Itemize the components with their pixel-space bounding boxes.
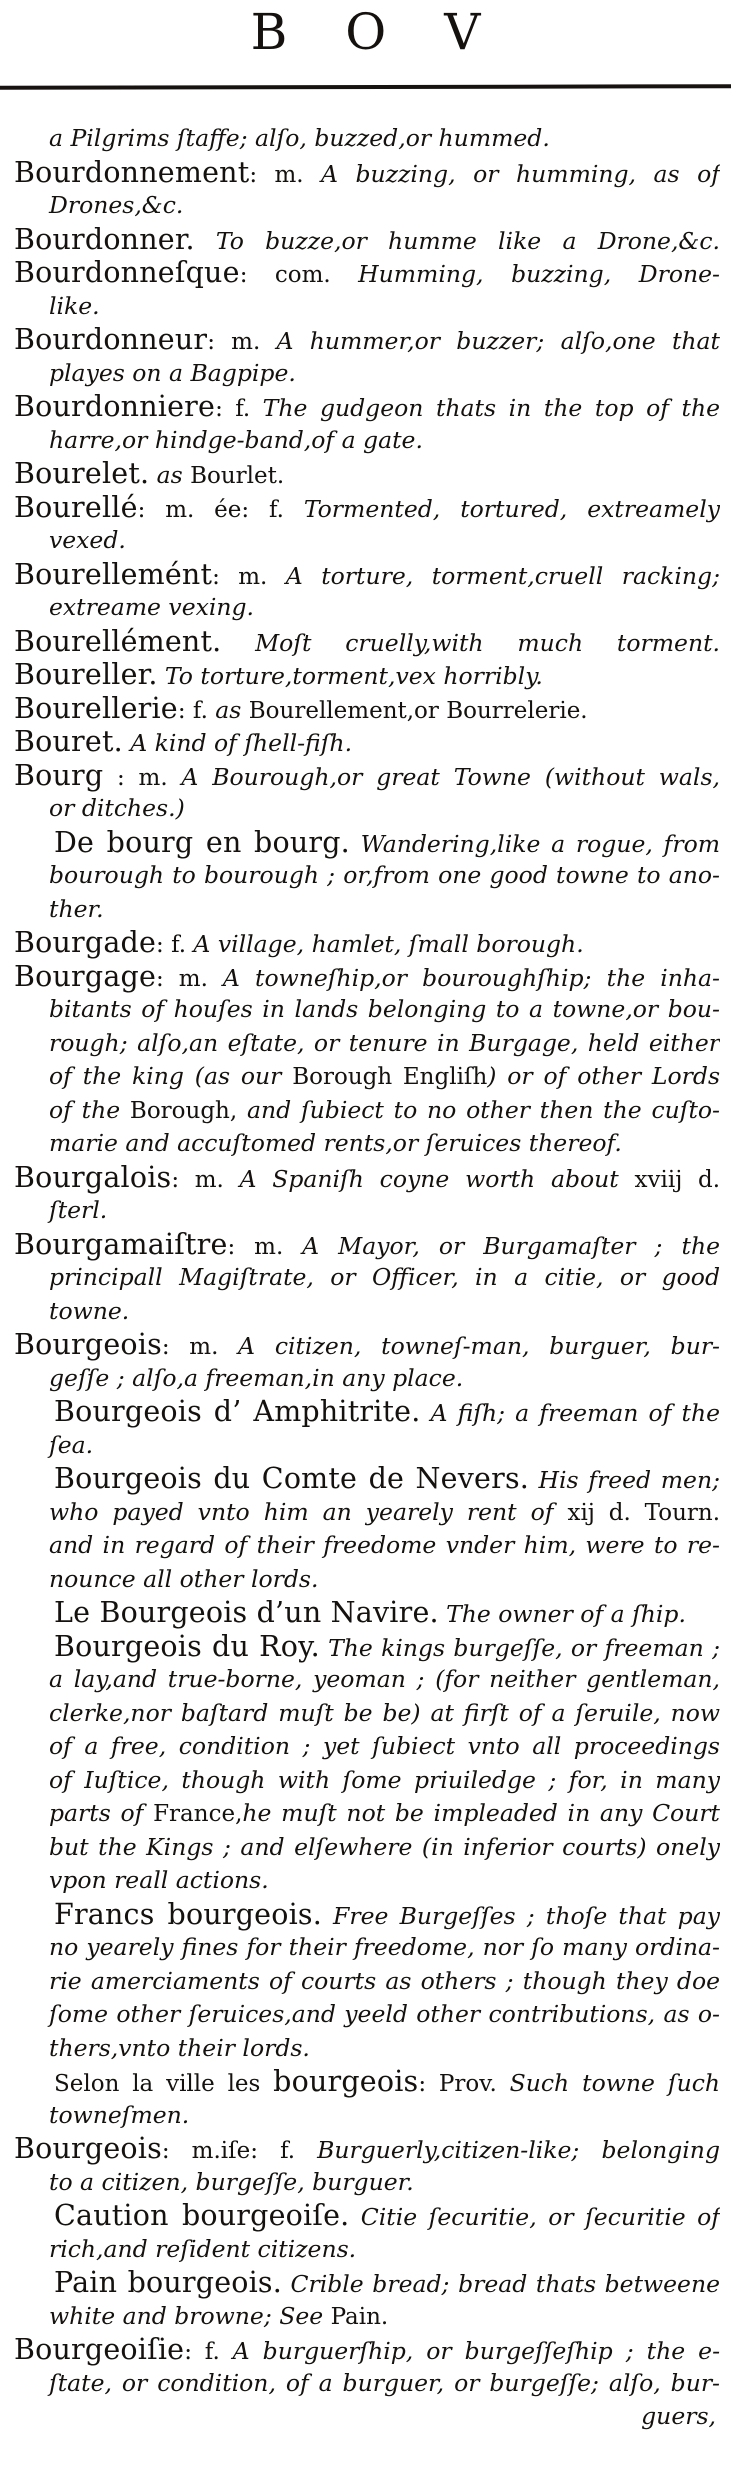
text-line — [0, 1496, 720, 1530]
roman-text: Borough Engliſh — [292, 1064, 488, 1090]
text-line — [0, 1261, 720, 1295]
text-line — [0, 2199, 720, 2233]
definition-text: vpon reall actions. — [49, 1866, 269, 1894]
definition-text: Wandering,like a rogue, from — [360, 829, 720, 858]
definition-text: To buzze,or humme like a Drone,&c. — [215, 226, 720, 255]
definition-text: ſtate, or condition, of a burguer, or burgeſſe; alſo, bur- — [49, 2368, 720, 2397]
text-line — [0, 189, 720, 223]
text-line — [0, 2099, 720, 2133]
headword: Le Bourgeois d’un Navire. — [54, 1596, 439, 1629]
headword: Bourgeois du Comte de Nevers. — [54, 1462, 530, 1495]
roman-text: : m. — [249, 161, 321, 188]
definition-text: The gudgeon thats in the top of the — [262, 394, 720, 422]
definition-text: geſſe ; alſo,a freeman,in any place. — [49, 1363, 464, 1392]
text-line — [0, 692, 720, 726]
roman-text — [149, 463, 156, 489]
text-line — [0, 2233, 720, 2267]
text-line — [0, 725, 720, 759]
text-line — [0, 792, 720, 826]
text-line — [0, 1529, 720, 1563]
text-line — [0, 223, 720, 257]
text-line — [0, 826, 720, 860]
definition-text: and ſubiect to no other then the cuſto- — [237, 1095, 720, 1124]
headword: Bourgalois — [14, 1160, 172, 1194]
headword: Francs bourgeois. — [54, 1897, 322, 1931]
text-line — [0, 1965, 720, 1999]
text-line — [0, 1797, 720, 1831]
definition-text: The owner of a ſhip. — [446, 1600, 686, 1628]
headword: Boureller. — [14, 658, 158, 691]
definition-text: marie and accuſtomed rents,or ſeruices thereof. — [49, 1129, 622, 1157]
definition-text: A burguerſhip, or burgeſſeſhip ; the e- — [232, 2337, 720, 2365]
text-line — [0, 1027, 720, 1061]
text-line — [0, 524, 720, 558]
headword: Bourgeois d’ Amphitrite. — [54, 1395, 421, 1428]
headword: Bourellemént — [14, 557, 213, 591]
headword: Bourdonnement — [14, 155, 250, 189]
definition-text: thers,vnto their lords. — [49, 2033, 310, 2062]
text-line — [0, 1730, 720, 1764]
text-line — [0, 390, 720, 424]
roman-text: : m. — [161, 1334, 239, 1360]
text-line — [0, 1328, 720, 1362]
definition-text: but the Kings ; and elſewhere (in inferior courts) onely — [49, 1832, 720, 1861]
text-line — [0, 1228, 720, 1262]
page-body — [0, 122, 720, 2434]
definition-text: harre,or hindge-band,of a gate. — [49, 425, 423, 454]
text-line — [0, 122, 720, 156]
roman-text: Selon la ville les — [54, 2071, 274, 2097]
roman-text: : m.iſe: f. — [161, 2138, 318, 2164]
headword: Bourdonneſque — [14, 256, 240, 289]
definition-text: rough; alſo,an eſtate, or tenure in Burgage, held either — [49, 1028, 720, 1057]
definition-text: His freed men; — [538, 1466, 720, 1494]
definition-text: A Mayor, or Burgamaſter ; the — [302, 1231, 720, 1260]
definition-text: A fiſh; a freeman of the — [430, 1399, 720, 1427]
definition-text: Burguerly,citizen-like; belonging — [317, 2136, 720, 2164]
definition-text: a lay,and true-borne, yeoman ; (for neither gentleman, — [49, 1665, 720, 1693]
roman-text — [349, 2205, 360, 2231]
headword: Bourellerie — [14, 691, 178, 725]
headword: Bourdonneur — [14, 323, 208, 356]
definition-text: rich,and reſident citizens. — [49, 2234, 357, 2263]
text-line — [0, 1462, 720, 1496]
headword: De bourg en bourg. — [54, 825, 350, 859]
text-line — [0, 993, 720, 1027]
text-line — [0, 491, 720, 525]
text-line — [0, 457, 720, 491]
text-line — [0, 2266, 720, 2300]
definition-text: A village, hamlet, ſmall borough. — [193, 930, 584, 958]
definition-text: guers, — [641, 2402, 716, 2430]
definition-text: To torture,torment,vex horribly. — [164, 662, 543, 690]
definition-text: A buzzing, or humming, as of — [320, 159, 720, 188]
roman-text: : f. — [156, 932, 194, 958]
text-line — [0, 1295, 720, 1329]
divider-rule — [0, 84, 731, 90]
roman-text: : f. — [184, 2339, 233, 2365]
text-line — [0, 658, 720, 692]
definition-text: Moſt cruelly,with much torment. — [255, 628, 720, 657]
definition-text: Citie ſecuritie, or ſecuritie of — [360, 2203, 720, 2231]
roman-text — [350, 832, 361, 858]
roman-text: : f. — [177, 697, 216, 724]
definition-text: ſea. — [49, 1430, 94, 1459]
definition-text: bourough to bourough ; or,from one good towne to ano- — [49, 861, 720, 889]
definition-text: as — [215, 695, 249, 724]
definition-text: ) or of other Lords — [487, 1062, 720, 1090]
definition-text: ther. — [49, 894, 104, 923]
definition-text: and in regard of their freedome vnder him, were to re- — [49, 1531, 720, 1559]
definition-text: extreame vexing. — [49, 593, 255, 621]
definition-text: parts of — [49, 1799, 154, 1827]
definition-text: rie amerciaments of courts as others ; though they doe — [49, 1966, 720, 1995]
headword: Bourellément. — [14, 624, 222, 658]
text-line — [0, 2032, 720, 2066]
headword: Bourgage — [14, 959, 157, 993]
text-line — [0, 323, 720, 357]
headword: Bourelet. — [14, 457, 150, 490]
roman-text: : Prov. — [418, 2071, 510, 2097]
roman-text — [421, 1401, 431, 1427]
definition-text: A Bourough,or great Towne (without wals, — [181, 762, 720, 791]
text-line — [0, 1395, 720, 1429]
definition-text: of the — [49, 1095, 130, 1124]
text-line — [0, 960, 720, 994]
headword: Pain bourgeois. — [54, 2266, 283, 2299]
text-line — [0, 759, 720, 793]
text-line — [0, 1764, 720, 1798]
roman-text: Bourlet. — [190, 463, 285, 489]
definition-text: Crible bread; bread thats betweene — [290, 2270, 720, 2298]
definition-text: Drones,&c. — [49, 191, 184, 219]
definition-text: clerke,nor baſtard muſt be be) at firſt of a ſeruile, now — [49, 1698, 720, 1727]
text-line — [0, 625, 720, 659]
definition-text: as — [156, 461, 191, 489]
definition-text: ſterl. — [49, 1196, 108, 1224]
definition-text: a Pilgrims ſtaffe; alſo, buzzed,or hummed. — [49, 124, 550, 152]
roman-text: : m. — [207, 329, 277, 355]
headword: Bourg — [14, 758, 104, 792]
definition-text: towne. — [49, 1296, 130, 1325]
headword: Bourgeoiſie — [14, 2333, 185, 2366]
definition-text: ſome other ſeruices,and yeeld other contributions, as o- — [49, 2000, 720, 2028]
text-line — [0, 1161, 720, 1195]
definition-text: Humming, buzzing, Drone- — [358, 260, 720, 288]
definition-text: like. — [49, 291, 100, 320]
text-line — [0, 1697, 720, 1731]
definition-text: Tormented, tortured, extreamely — [303, 494, 720, 523]
headword: Bourgamaiſtre — [14, 1227, 228, 1261]
headword: Bourgeois — [14, 1328, 162, 1361]
text-line — [0, 2132, 720, 2166]
roman-text — [195, 229, 216, 255]
roman-text: : f. — [215, 396, 263, 422]
text-line — [0, 1596, 720, 1630]
headword: Bourgade — [14, 926, 157, 959]
text-line — [0, 1931, 720, 1965]
catchword — [0, 2400, 720, 2434]
roman-text: Borough, — [129, 1097, 238, 1124]
roman-text — [320, 1636, 328, 1662]
roman-text: : com. — [239, 262, 359, 288]
definition-text: principall Magiſtrate, or Officer, in a citie, or good — [49, 1263, 720, 1291]
roman-text: xij d. Tourn. — [567, 1499, 720, 1526]
definition-text: no yearely fines for their freedome, nor ſo many ordina- — [49, 1933, 720, 1961]
definition-text: nounce all other lords. — [49, 1564, 319, 1593]
text-line — [0, 256, 720, 290]
roman-text: : m. — [171, 1166, 240, 1193]
text-line — [0, 290, 720, 324]
definition-text: playes on a Bagpipe. — [49, 358, 296, 387]
text-line — [0, 1998, 720, 2032]
text-line — [0, 1563, 720, 1597]
definition-text: towneſmen. — [49, 2100, 190, 2129]
text-line — [0, 424, 720, 458]
definition-text: of Iuſtice, though with ſome priuiledge ; for, in many — [49, 1765, 720, 1794]
text-line — [0, 1864, 720, 1898]
text-line — [0, 357, 720, 391]
definition-text: A torture, torment,cruell racking; — [285, 561, 720, 590]
definition-text: A kind of ſhell-fiſh. — [130, 729, 353, 757]
roman-text — [158, 664, 165, 690]
text-line — [0, 2166, 720, 2200]
headword: Bourgeois du Roy. — [54, 1629, 320, 1663]
definition-text: of the king (as our — [49, 1062, 293, 1090]
headword: Bourdonniere — [14, 390, 216, 423]
headword: bourgeois — [273, 2065, 419, 2098]
roman-text — [529, 1468, 539, 1494]
text-line — [0, 156, 720, 190]
definition-text: who payed vnto him an yearely rent of — [49, 1497, 568, 1526]
roman-text: France, — [153, 1801, 243, 1827]
text-line — [0, 2333, 720, 2367]
headword: Caution bourgeoiſe. — [54, 2199, 350, 2232]
headword: Bourellé — [14, 490, 138, 524]
text-line — [0, 1663, 720, 1697]
roman-text — [439, 1602, 446, 1628]
text-line — [0, 926, 720, 960]
definition-text: Such towne ſuch — [509, 2069, 720, 2097]
definition-text: A towneſhip,or bouroughſhip; the inha- — [222, 963, 720, 992]
text-line — [0, 558, 720, 592]
text-line — [0, 2065, 720, 2099]
roman-text: : m. — [227, 1233, 303, 1260]
text-line — [0, 2300, 720, 2334]
text-line — [0, 1060, 720, 1094]
roman-text: : m. — [212, 563, 286, 590]
roman-text: Bourellement,or Bourrelerie. — [248, 697, 588, 724]
roman-text: : m. ée: f. — [137, 496, 304, 523]
running-header: B O V — [250, 3, 502, 61]
text-line — [0, 893, 720, 927]
definition-text: bitants of houſes in lands belonging to a towne,or bou- — [49, 995, 720, 1023]
text-line — [0, 1194, 720, 1228]
headword: Bouret. — [14, 725, 123, 758]
roman-text — [221, 631, 255, 657]
text-line — [0, 2367, 720, 2401]
roman-text: : m. — [103, 764, 182, 791]
text-line — [0, 591, 720, 625]
roman-text: xviij d. — [634, 1166, 720, 1193]
definition-text: A hummer,or buzzer; alſo,one that — [276, 327, 720, 355]
definition-text: vexed. — [49, 526, 126, 554]
text-line — [0, 1898, 720, 1932]
text-line — [0, 1094, 720, 1128]
headword: Bourdonner. — [14, 222, 195, 256]
definition-text: The kings burgeſſe, or freeman ; — [328, 1633, 720, 1662]
text-line — [0, 1630, 720, 1664]
definition-text: of a free, condition ; yet ſubiect vnto all proceedings — [49, 1732, 720, 1760]
definition-text: or ditches.) — [49, 794, 185, 822]
definition-text: white and browne; See — [49, 2301, 331, 2330]
definition-text: Free Burgeſſes ; thoſe that pay — [333, 1901, 720, 1930]
text-line — [0, 1831, 720, 1865]
definition-text: to a citizen, burgeſſe, burguer. — [49, 2167, 414, 2196]
text-line — [0, 859, 720, 893]
definition-text: he muſt not be impleaded in any Court — [242, 1799, 720, 1827]
definition-text: A Spaniſh coyne worth about — [239, 1164, 635, 1193]
text-line — [0, 1429, 720, 1463]
definition-text: A citizen, towneſ-man, burguer, bur- — [238, 1332, 720, 1360]
text-line — [0, 1127, 720, 1161]
text-line — [0, 1362, 720, 1396]
roman-text — [322, 1904, 333, 1930]
roman-text: Pain. — [330, 2303, 389, 2330]
headword: Bourgeois — [14, 2132, 162, 2165]
roman-text: : m. — [156, 965, 223, 992]
